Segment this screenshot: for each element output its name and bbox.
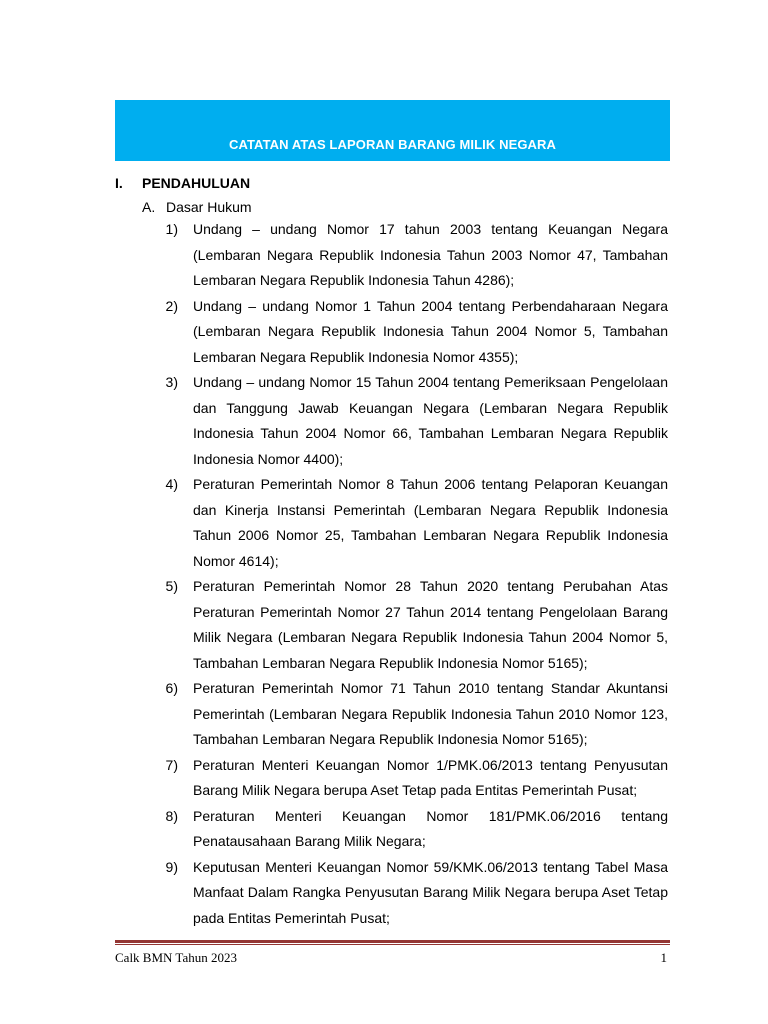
page-number: 1	[660, 950, 667, 965]
list-item	[0, 855, 768, 932]
legal-basis-list	[0, 217, 768, 931]
list-item	[0, 294, 768, 371]
list-item-text: Peraturan Pemerintah Nomor 8 Tahun 2006 tentang Pelaporan Keuangan dan Kinerja Instansi Pemerintah (Lembaran Negara Republik Indonesia Tahun 2006 Nomor 25, Tambahan Lembaran Negara Republik Indonesia Nomor 4614);	[193, 476, 668, 569]
list-item	[0, 217, 768, 294]
footer-divider-thick	[115, 940, 670, 943]
list-item-text: Peraturan Menteri Keuangan Nomor 1/PMK.06/2013 tentang Penyusutan Barang Milik Negara berupa Aset Tetap pada Entitas Pemerintah Pusat;	[193, 756, 668, 798]
list-item-text: Keputusan Menteri Keuangan Nomor 59/KMK.06/2013 tentang Tabel Masa Manfaat Dalam Rangka Penyusutan Barang Milik Negara berupa Aset Tetap pada Entitas Pemerintah Pusat;	[193, 858, 668, 926]
subsection-title: Dasar Hukum	[166, 199, 252, 215]
header-band	[115, 100, 670, 161]
list-item-text: Undang – undang Nomor 1 Tahun 2004 tentang Perbendaharaan Negara (Lembaran Negara Republik Indonesia Tahun 2004 Nomor 5, Tambahan Lembaran Negara Republik Indonesia Nomor 4355);	[193, 297, 668, 365]
list-item-text: Peraturan Pemerintah Nomor 71 Tahun 2010 tentang Standar Akuntansi Pemerintah (Lembaran Negara Republik Indonesia Tahun 2010 Nomor 123, Tambahan Lembaran Negara Republik Indonesia Nomor 5165);	[193, 680, 668, 747]
list-item-text: Peraturan Menteri Keuangan Nomor 181/PMK.06/2016 tentang Penatausahaan Barang Milik Negara;	[193, 807, 668, 849]
list-item	[0, 804, 768, 855]
list-item-number: 2)	[165, 297, 178, 314]
list-item	[0, 370, 768, 472]
subsection-letter: A.	[142, 199, 156, 215]
list-item-number: 5)	[165, 578, 178, 594]
list-item-number: 3)	[165, 374, 178, 390]
list-item-text: Undang – undang Nomor 17 tahun 2003 tentang Keuangan Negara (Lembaran Negara Republik Indonesia Tahun 2003 Nomor 47, Tambahan Lembaran Negara Republik Indonesia Tahun 4286);	[193, 221, 668, 288]
list-item	[0, 472, 768, 574]
section-title: PENDAHULUAN	[142, 175, 251, 191]
list-item-text: Peraturan Pemerintah Nomor 28 Tahun 2020 tentang Perubahan Atas Peraturan Pemerintah Nomor 27 Tahun 2014 tentang Pengelolaan Barang Milik Negara (Lembaran Negara Republik Indonesia Tahun 2004 Nomor 5, Tambahan Lembaran Negara Republik Indonesia Nomor 5165);	[193, 578, 668, 671]
list-item	[0, 676, 768, 753]
list-item-number: 6)	[165, 680, 178, 696]
list-item-text: Undang – undang Nomor 15 Tahun 2004 tentang Pemeriksaan Pengelolaan dan Tanggung Jawab Keuangan Negara (Lembaran Negara Republik Indonesia Tahun 2004 Nomor 66, Tambahan Lembaran Negara Republik Indonesia Nomor 4400);	[193, 374, 668, 467]
list-item	[0, 753, 768, 804]
footer-divider-thin	[115, 944, 670, 945]
section-number: I.	[115, 175, 123, 191]
document-title: CATATAN ATAS LAPORAN BARANG MILIK NEGARA	[228, 137, 557, 152]
list-item-number: 7)	[165, 756, 178, 773]
footer-document-label: Calk BMN Tahun 2023	[115, 950, 237, 965]
list-item	[0, 574, 768, 676]
list-item-number: 9)	[165, 858, 178, 875]
list-item-number: 1)	[165, 221, 178, 237]
list-item-number: 8)	[165, 807, 178, 824]
list-item-number: 4)	[165, 476, 178, 492]
